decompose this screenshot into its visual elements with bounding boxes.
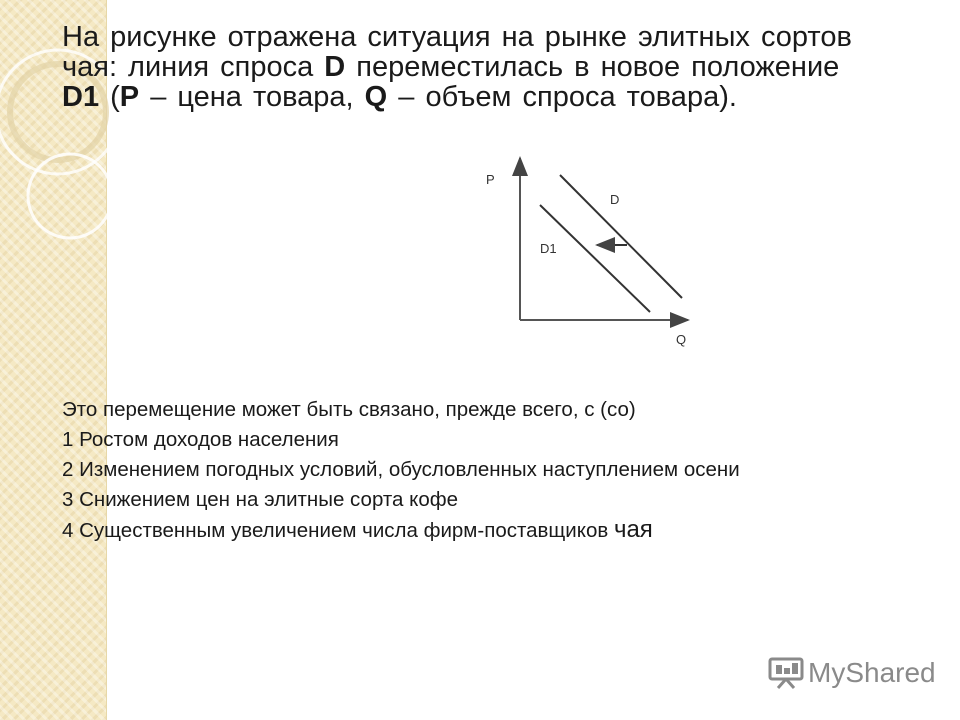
y-axis-label: P [486, 172, 495, 187]
presentation-board-icon [768, 657, 804, 689]
answer-option-4: 4 Существенным увеличением числа фирм-поставщиков чая [62, 516, 653, 543]
demand-curve-d1 [540, 205, 650, 312]
question-prompt: Это перемещение может быть связано, прежде всего, с (со) [62, 398, 636, 421]
demand-shift-diagram [470, 150, 710, 360]
question-block [62, 399, 862, 550]
demand-curve-d1-label: D1 [540, 241, 557, 256]
task-title: На рисунке отражена ситуация на рынке элитных сортов чая: линия спроса D переместилась в новое положение D1 (P – цена товара, Q – объем спроса товара). [62, 21, 852, 113]
demand-curve-d [560, 175, 682, 298]
answer-option-1: 1 Ростом доходов населения [62, 428, 339, 451]
x-axis-label: Q [676, 332, 687, 347]
logo-text: MyShared [808, 657, 936, 688]
myshared-logo [768, 657, 936, 689]
answer-option-4-suffix: чая [613, 516, 653, 543]
answer-option-3: 3 Снижением цен на элитные сорта кофе [62, 488, 459, 511]
demand-curve-d-label: D [610, 192, 620, 207]
answer-option-2: 2 Изменением погодных условий, обусловленных наступлением осени [62, 458, 740, 481]
